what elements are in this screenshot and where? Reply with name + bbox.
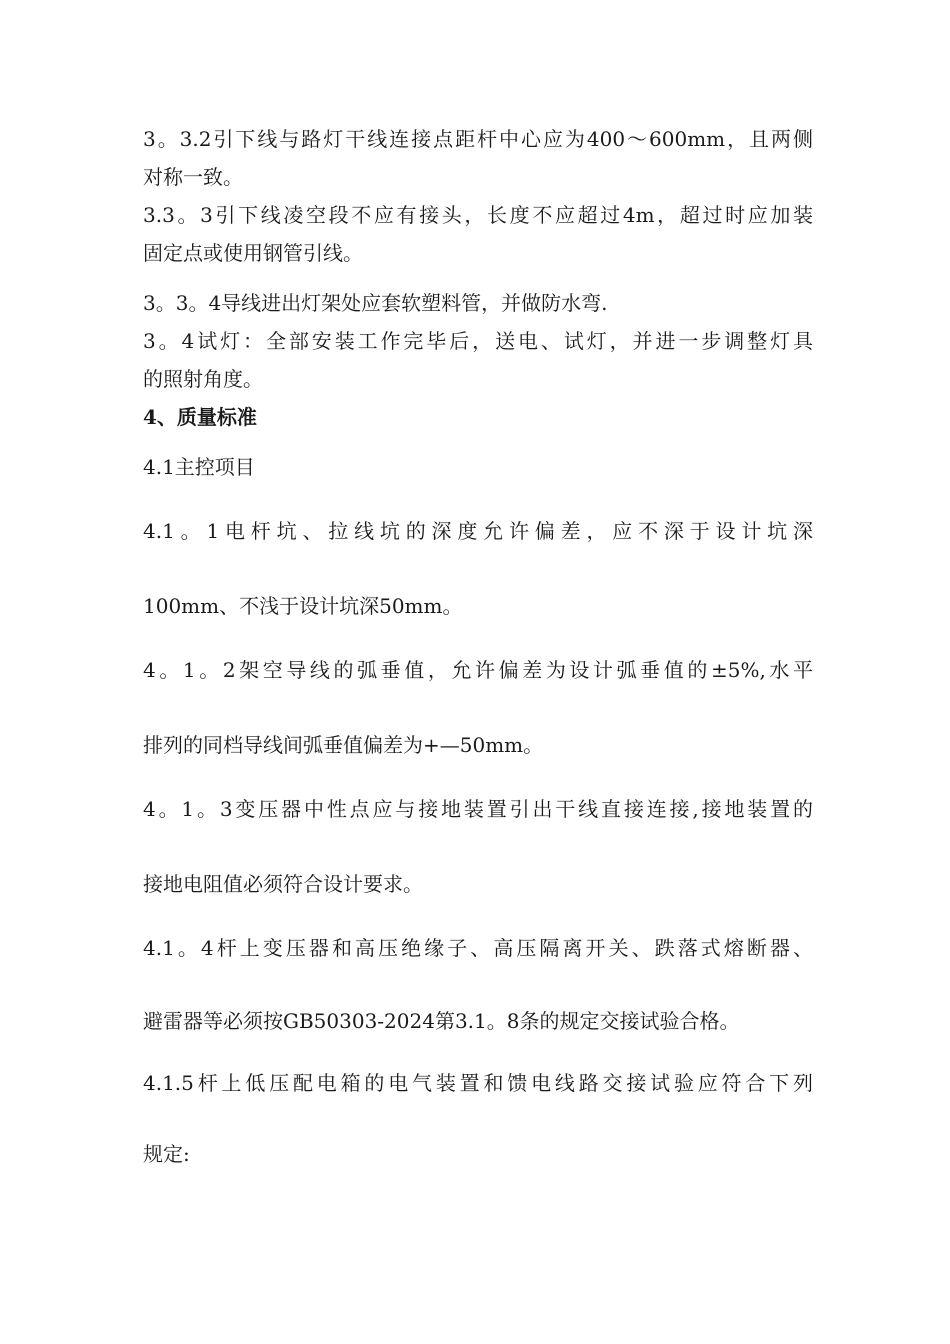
paragraph-line: 3。3。4导线进出灯架处应套软塑料管，并做防水弯. <box>143 291 608 315</box>
paragraph-line: 4.1.5杆上低压配电箱的电气装置和馈电线路交接试验应符合下列 <box>143 1071 813 1095</box>
paragraph-line: 接地电阻值必须符合设计要求。 <box>143 872 423 896</box>
paragraph-line: 规定: <box>143 1142 190 1166</box>
paragraph-line: 100mm、不浅于设计坑深50mm。 <box>143 594 463 618</box>
paragraph-line: 3.3。3引下线凌空段不应有接头，长度不应超过4m，超过时应加装 <box>143 203 813 227</box>
paragraph-line: 对称一致。 <box>143 165 243 189</box>
paragraph-line: 4.1。4杆上变压器和高压绝缘子、高压隔离开关、跌落式熔断器、 <box>143 936 813 960</box>
subsection-heading: 4.1主控项目 <box>143 455 255 479</box>
paragraph-line: 避雷器等必须按GB50303-2024第3.1。8条的规定交接试验合格。 <box>143 1009 740 1033</box>
paragraph-line: 的照射角度。 <box>143 367 263 391</box>
paragraph-line: 4.1。1电杆坑、拉线坑的深度允许偏差，应不深于设计坑深 <box>143 519 813 543</box>
paragraph-line: 3。4试灯：全部安装工作完毕后，送电、试灯，并进一步调整灯具 <box>143 329 813 353</box>
paragraph-line: 4。1。2架空导线的弧垂值，允许偏差为设计弧垂值的±5%,水平 <box>143 658 813 682</box>
paragraph-line: 排列的同档导线间弧垂值偏差为+—50mm。 <box>143 733 544 757</box>
paragraph-line: 固定点或使用钢管引线。 <box>143 241 363 265</box>
paragraph-line: 3。3.2引下线与路灯干线连接点距杆中心应为400～600mm，且两侧 <box>143 127 813 151</box>
section-heading: 4、质量标准 <box>143 405 257 429</box>
paragraph-line: 4。1。3变压器中性点应与接地装置引出干线直接连接,接地装置的 <box>143 797 813 821</box>
